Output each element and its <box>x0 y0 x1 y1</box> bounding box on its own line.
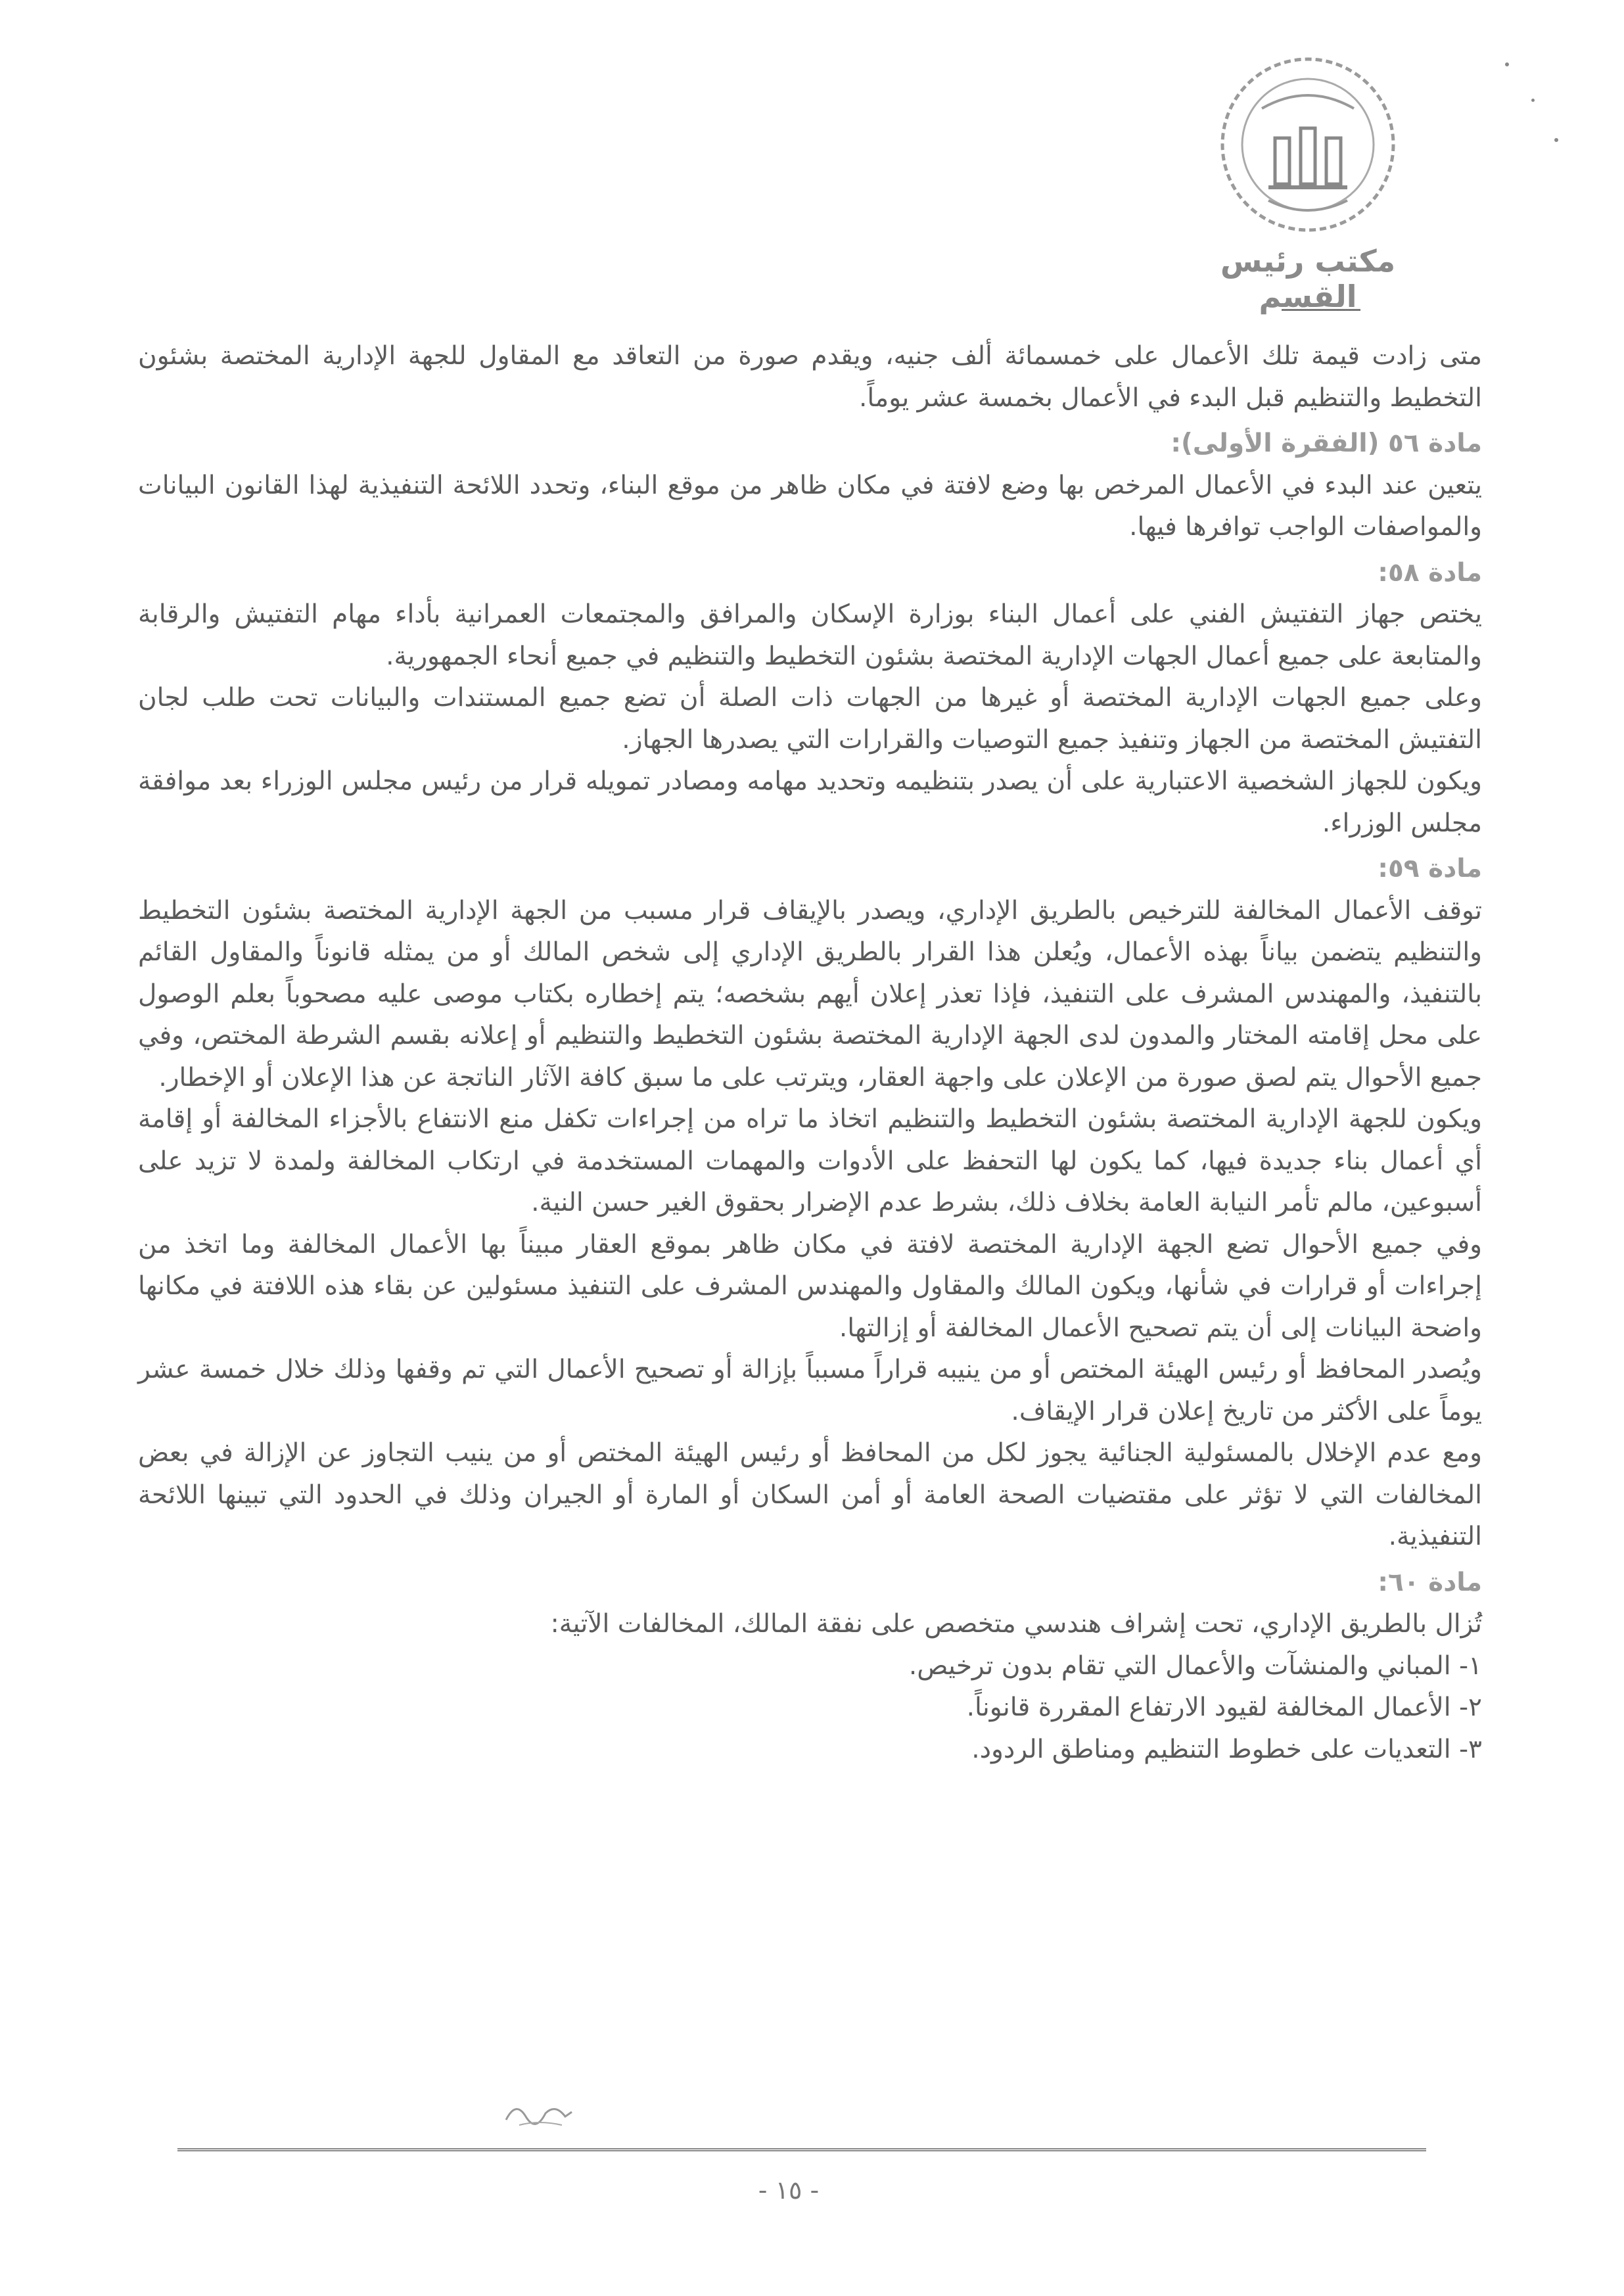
list-item: ٣- التعديات على خطوط التنظيم ومناطق الردود. <box>971 1734 1482 1764</box>
article-heading: مادة ٥٩: <box>1378 854 1482 883</box>
header-divider <box>1282 309 1360 311</box>
paragraph: يختص جهاز التفتيش الفني على أعمال البناء بوزارة الإسكان والمرافق والمجتمعات العمرانية بأداء مهام التفتيش والرقابة والمتابعة على جميع أعمال الجهات الإدارية المختصة بشئون التخطيط والتنظيم في جميع أنحاء الجمهورية. <box>138 599 1482 671</box>
paragraph: يتعين عند البدء في الأعمال المرخص بها وضع لافتة في مكان ظاهر من موقع البناء، وتحدد اللائحة التنفيذية لهذا القانون البيانات والمواصفات الواجب توافرها فيها. <box>138 470 1482 542</box>
office-title: مكتب رئيس القسم <box>1220 243 1396 314</box>
paragraph: ومع عدم الإخلال بالمسئولية الجنائية يجوز لكل من المحافظ أو رئيس الهيئة المختص أو من ينيب التجاوز عن الإزالة في بعض المخالفات التي لا تؤثر على مقتضيات الصحة العامة أو أمن السكان أو المارة أو الجيران وذلك في الحدود التي تبينها اللائحة التنفيذية. <box>138 1438 1482 1551</box>
paragraph: ويكون للجهة الإدارية المختصة بشئون التخطيط والتنظيم اتخاذ ما تراه من إجراءات تكفل منع الانتفاع بالأجزاء المخالفة أو إقامة أي أعمال بناء جديدة فيها، كما يكون لها التحفظ على الأدوات والمهمات المستخدمة في ارتكاب المخالفة ولمدة لا تزيد على أسبوعين، مالم تأمر النيابة العامة بخلاف ذلك، بشرط عدم الإضرار بحقوق الغير حسن النية. <box>138 1104 1482 1217</box>
paragraph: وفي جميع الأحوال تضع الجهة الإدارية المختصة لافتة في مكان ظاهر بموقع العقار مبيناً بها الأعمال المخالفة وما اتخذ من إجراءات أو قرارات في شأنها، ويكون المالك والمقاول والمهندس المشرف على التنفيذ مسئولين عن بقاء هذه اللافتة في مكانها واضحة البيانات إلى أن يتم تصحيح الأعمال المخالفة أو إزالتها. <box>138 1229 1482 1343</box>
scan-speck <box>1505 62 1509 66</box>
paragraph: ويكون للجهاز الشخصية الاعتبارية على أن يصدر بتنظيمه وتحديد مهامه ومصادر تمويله قرار من رئيس مجلس الوزراء بعد موافقة مجلس الوزراء. <box>138 766 1482 838</box>
paragraph: ويُصدر المحافظ أو رئيس الهيئة المختص أو من ينيبه قراراً مسبباً بإزالة أو تصحيح الأعمال التي تم وقفها وذلك خلال خمسة عشر يوماً على الأكثر من تاريخ إعلان قرار الإيقاف. <box>138 1355 1482 1426</box>
paragraph: متى زادت قيمة تلك الأعمال على خمسمائة ألف جنيه، ويقدم صورة من التعاقد مع المقاول للجهة الإدارية المختصة بشئون التخطيط والتنظيم قبل البدء في الأعمال بخمسة عشر يوماً. <box>138 341 1482 413</box>
article-heading: مادة ٥٨: <box>1378 557 1482 588</box>
list-item: ٢- الأعمال المخالفة لقيود الارتفاع المقررة قانوناً. <box>966 1693 1482 1722</box>
document-body <box>138 335 1482 1770</box>
article-heading: مادة ٥٦ (الفقرة الأولى): <box>1171 429 1482 458</box>
signature-mark-icon <box>499 2094 578 2133</box>
paragraph: توقف الأعمال المخالفة للترخيص بالطريق الإداري، ويصدر بالإيقاف قرار مسبب من الجهة الإدارية المختصة بشئون التخطيط والتنظيم يتضمن بياناً بهذه الأعمال، ويُعلن هذا القرار بالطريق الإداري إلى شخص المالك أو من يمثله قانوناً والمقاول القائم بالتنفيذ، والمهندس المشرف على التنفيذ، فإذا تعذر إعلان أيهم بشخصه؛ يتم إخطاره بكتاب موصى عليه مصحوباً بعلم الوصول على محل إقامته المختار والمدون لدى الجهة الإدارية المختصة بشئون التخطيط والتنظيم أو إعلانه بقسم الشرطة المختص، وفي جميع الأحوال يتم لصق صورة من الإعلان على واجهة العقار، ويترتب على ما سبق كافة الآثار الناتجة عن هذا الإعلان أو الإخطار. <box>138 895 1482 1092</box>
paragraph: وعلى جميع الجهات الإدارية المختصة أو غيرها من الجهات ذات الصلة أن تضع جميع المستندات والبيانات تحت طلب لجان التفتيش المختصة من الجهاز وتنفيذ جميع التوصيات والقرارات التي يصدرها الجهاز. <box>138 683 1482 755</box>
scan-speck <box>1531 99 1535 102</box>
article-heading: مادة ٦٠: <box>1378 1567 1482 1597</box>
scan-speck <box>1554 138 1558 142</box>
page-number: - ١٥ - <box>758 2176 820 2205</box>
seal-emblem-icon <box>1209 46 1406 243</box>
footer-divider <box>177 2148 1426 2151</box>
list-item: ١- المباني والمنشآت والأعمال التي تقام بدون ترخيص. <box>908 1651 1482 1681</box>
paragraph: تُزال بالطريق الإداري، تحت إشراف هندسي متخصص على نفقة المالك، المخالفات الآتية: <box>550 1609 1482 1639</box>
